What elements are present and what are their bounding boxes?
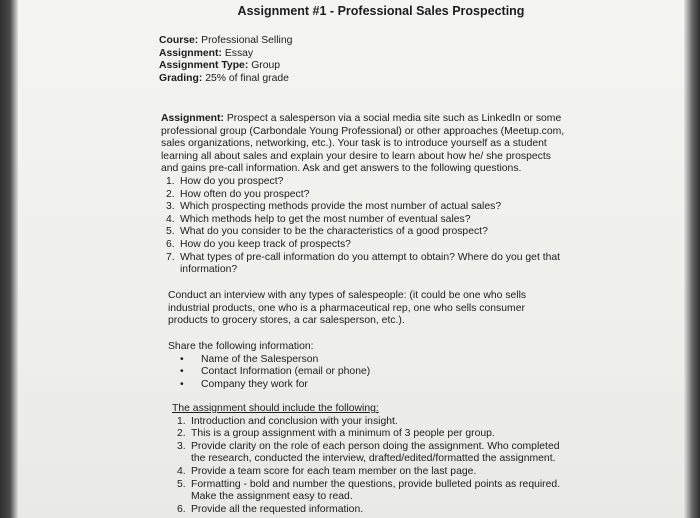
item-text: Name of the Salesperson xyxy=(201,353,319,365)
grading-value: 25% of final grade xyxy=(205,72,289,84)
item-number: 2. xyxy=(177,428,186,440)
item-text: Introduction and conclusion with your insight. xyxy=(191,415,398,427)
item-text: This is a group assignment with a minimum of 3 people per group. xyxy=(191,428,495,440)
list-item xyxy=(161,252,601,277)
paragraph-text: Prospect a salesperson via a social media site such as LinkedIn or some xyxy=(223,113,562,124)
list-item xyxy=(168,354,568,367)
item-number: 1. xyxy=(166,175,175,187)
item-text: Provide a team score for each team member on the last page. xyxy=(191,465,477,477)
assignment-label: Assignment: xyxy=(159,47,222,59)
list-item xyxy=(172,504,592,517)
item-text: Provide clarity on the role of each person doing the assignment. Who completed xyxy=(191,440,560,452)
list-item xyxy=(172,466,592,479)
item-number: 5. xyxy=(177,478,186,490)
paragraph-line: Conduct an interview with any types of salespeople: (it could be one who sells xyxy=(168,290,527,301)
list-item xyxy=(161,189,601,202)
list-item xyxy=(161,214,601,227)
bullet-icon: • xyxy=(180,366,184,378)
item-number: 1. xyxy=(177,415,186,427)
paragraph-line: professional group (Carbondale Young Professional) or other approaches (Meetup.com, xyxy=(161,125,565,137)
item-number: 7. xyxy=(166,251,175,263)
item-text: the research, conducted the interview, drafted/edited/formatted the assignment. xyxy=(191,453,556,465)
assignment-section xyxy=(161,113,601,277)
grading-line xyxy=(159,73,292,86)
list-item xyxy=(168,379,568,392)
list-item xyxy=(161,201,601,214)
item-number: 2. xyxy=(166,188,175,200)
item-text: Which methods help to get the most number of eventual sales? xyxy=(180,213,471,225)
item-number: 5. xyxy=(166,226,175,238)
item-number: 4. xyxy=(166,213,175,225)
requirements-section xyxy=(172,403,592,516)
item-text: Formatting - bold and number the questions, provide bulleted points as required. xyxy=(191,478,561,490)
bullet-icon: • xyxy=(180,353,184,365)
share-list xyxy=(168,354,568,392)
document-title: Assignment #1 - Professional Sales Prospecting xyxy=(237,4,525,18)
item-number: 3. xyxy=(166,201,175,213)
bullet-icon: • xyxy=(180,378,184,390)
paragraph-line: learning all about sales and explain your desire to learn about how he/ she prospects xyxy=(161,150,551,162)
list-item xyxy=(161,176,601,189)
type-line xyxy=(159,60,292,73)
item-text: How do you keep track of prospects? xyxy=(180,238,351,250)
course-line xyxy=(159,35,292,48)
item-number: 3. xyxy=(177,440,186,452)
question-list xyxy=(161,176,601,277)
grading-label: Grading: xyxy=(159,72,203,84)
paragraph-line: sales organizations, networking, etc.). Your task is to introduce yourself as a student xyxy=(161,138,547,150)
list-item xyxy=(161,226,601,239)
assignment-section-label: Assignment: xyxy=(161,113,224,124)
item-number: 6. xyxy=(166,238,175,250)
item-text: How often do you prospect? xyxy=(180,188,310,200)
list-item xyxy=(168,366,568,379)
item-text: Provide all the requested information. xyxy=(191,503,364,515)
item-number: 4. xyxy=(177,465,186,477)
item-number: 6. xyxy=(177,503,186,515)
list-item xyxy=(172,441,592,466)
paragraph-line: industrial products, one who is a pharmaceutical rep, one who sells consumer xyxy=(168,302,525,314)
list-item xyxy=(172,416,592,429)
paragraph-line xyxy=(161,113,601,126)
list-item xyxy=(161,239,601,252)
item-text: How do you prospect? xyxy=(180,175,284,187)
type-label: Assignment Type: xyxy=(159,60,249,72)
interview-paragraph xyxy=(168,290,568,328)
item-text: What types of pre-call information do you attempt to obtain? Where do you get that xyxy=(180,251,561,263)
type-value: Group xyxy=(251,60,281,72)
assignment-line xyxy=(159,48,292,61)
assignment-sheet xyxy=(18,0,684,518)
paragraph-line: and gains pre-call information. Ask and get answers to the following questions. xyxy=(161,163,522,175)
requirements-list xyxy=(172,416,592,517)
list-item xyxy=(172,479,592,504)
assignment-paragraph xyxy=(161,113,601,176)
paragraph-line: products to grocery stores, a car salesperson, etc.). xyxy=(168,315,405,327)
assignment-value: Essay xyxy=(224,47,254,59)
item-text: What do you consider to be the characteristics of a good prospect? xyxy=(180,226,488,238)
item-text: Which prospecting methods provide the most number of actual sales? xyxy=(180,201,502,213)
share-heading: Share the following information: xyxy=(168,341,314,352)
list-item xyxy=(172,428,592,441)
course-value: Professional Selling xyxy=(201,35,293,46)
item-text: information? xyxy=(180,264,238,276)
item-text: Company they work for xyxy=(201,378,308,390)
item-text: Contact Information (email or phone) xyxy=(201,366,371,378)
course-details xyxy=(159,35,292,85)
requirements-heading: The assignment should include the following: xyxy=(172,403,379,414)
course-label: Course: xyxy=(159,35,199,46)
share-section xyxy=(168,341,568,391)
item-text: Make the assignment easy to read. xyxy=(191,491,353,503)
